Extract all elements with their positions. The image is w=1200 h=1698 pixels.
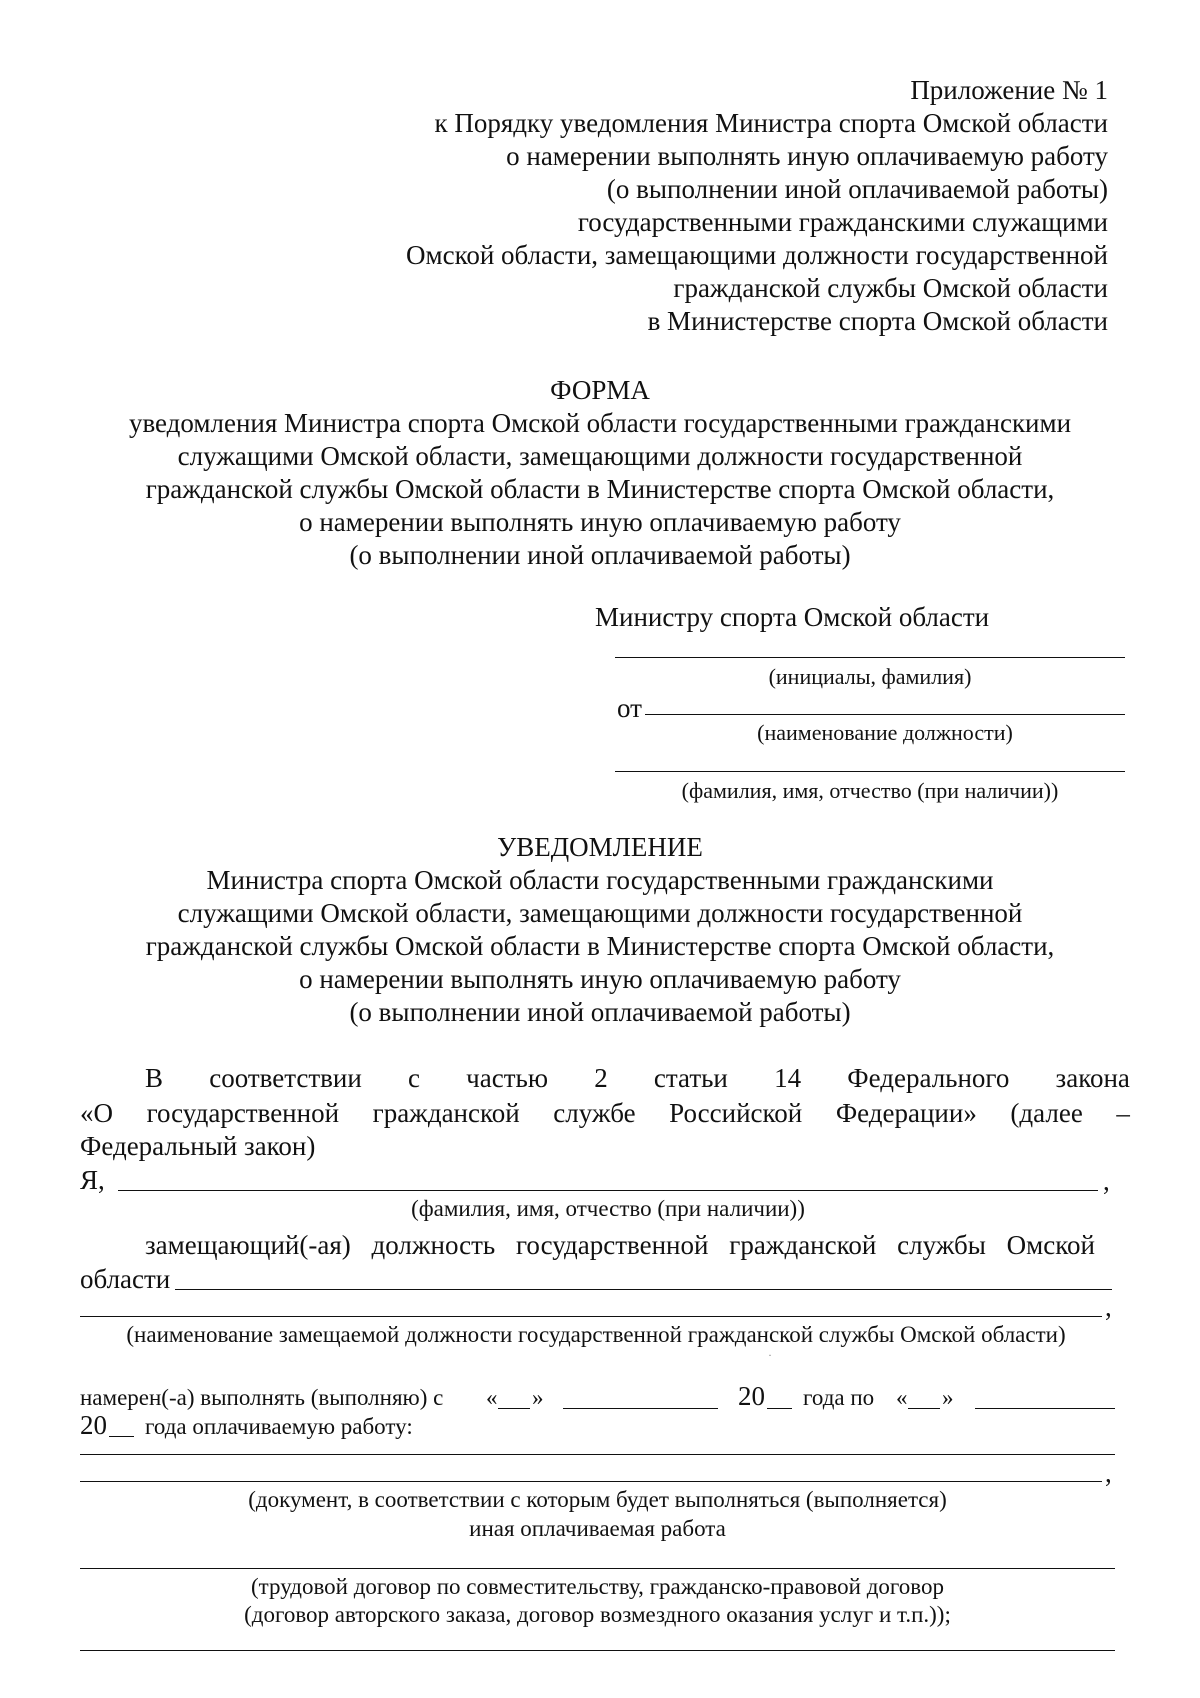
year-suffix: года по	[803, 1385, 875, 1410]
word: государственной	[146, 1098, 340, 1128]
word: гражданской	[729, 1230, 877, 1260]
fio-caption: (фамилия, имя, отчество (при наличии))	[681, 778, 1059, 803]
end-day-line[interactable]	[908, 1408, 940, 1409]
notice-title-line: гражданской службы Омской области в Министерстве спорта Омской области,	[145, 931, 1055, 961]
scan-speck: ·	[768, 1348, 772, 1362]
contract-caption-1: (трудовой договор по совместительству, гражданско-правовой договор	[251, 1574, 944, 1599]
notice-title-line: (о выполнении иной оплачиваемой работы)	[349, 997, 851, 1027]
comma: ,	[1103, 1166, 1110, 1196]
doc-caption-1: (документ, в соответствии с которым будет выполняться (выполняется)	[248, 1487, 947, 1512]
para1-row2	[80, 1098, 1130, 1129]
word: В	[145, 1063, 164, 1093]
i-prefix: Я,	[80, 1165, 105, 1195]
word: (далее	[1010, 1098, 1083, 1128]
paid-work-line-2[interactable]	[80, 1481, 1102, 1482]
quote-close: »	[532, 1385, 544, 1410]
form-title-line: гражданской службы Омской области в Министерстве спорта Омской области,	[145, 474, 1055, 504]
word: Омской	[1006, 1230, 1095, 1260]
end-month-line[interactable]	[975, 1408, 1115, 1409]
appendix-line: к Порядку уведомления Министра спорта Омской области	[434, 108, 1108, 138]
initials-caption: (инициалы, фамилия)	[768, 664, 972, 689]
contract-caption-2: (договор авторского заказа, договор возмездного оказания услуг и т.п.));	[244, 1602, 951, 1627]
start-month-line[interactable]	[563, 1408, 718, 1409]
word: 14	[774, 1063, 802, 1093]
appendix-line: гражданской службы Омской области	[673, 273, 1108, 303]
fio-entry-line[interactable]	[118, 1190, 1098, 1191]
appendix-line: в Министерстве спорта Омской области	[647, 306, 1108, 336]
word: соответствии	[209, 1063, 362, 1093]
form-title-line: служащими Омской области, замещающими должности государственной	[177, 441, 1023, 471]
appendix-line: Приложение № 1	[910, 75, 1108, 105]
fio-entry-caption: (фамилия, имя, отчество (при наличии))	[411, 1196, 805, 1221]
word: Федерации»	[835, 1098, 977, 1128]
form-heading: ФОРМА	[550, 375, 650, 405]
form-title-line: о намерении выполнять иную оплачиваемую работу	[299, 507, 901, 537]
appendix-line: Омской области, замещающими должности государственной	[406, 240, 1108, 270]
form-title-line: (о выполнении иной оплачиваемой работы)	[349, 540, 851, 570]
holding-row	[145, 1230, 1095, 1261]
notice-title-line: Министра спорта Омской области государственными гражданскими	[206, 865, 994, 895]
word: закона	[1055, 1063, 1130, 1093]
comma: ,	[1105, 1458, 1112, 1488]
word: Федерального	[847, 1063, 1010, 1093]
form-title-line: уведомления Министра спорта Омской области государственными гражданскими	[128, 408, 1072, 438]
word: гражданской	[372, 1098, 520, 1128]
start-year-line[interactable]	[767, 1408, 792, 1409]
from-prefix: от	[617, 693, 642, 723]
paid-work-label: года оплачиваемую работу:	[145, 1414, 413, 1439]
addressee-title: Министру спорта Омской области	[595, 602, 990, 632]
position-entry-line[interactable]	[80, 1316, 1102, 1317]
notice-title-line: служащими Омской области, замещающими должности государственной	[177, 898, 1023, 928]
final-line[interactable]	[80, 1650, 1115, 1651]
end-year-line[interactable]	[109, 1436, 134, 1437]
word: частью	[466, 1063, 549, 1093]
word: –	[1116, 1098, 1130, 1128]
quote-open: «	[896, 1385, 908, 1410]
doc-caption-2: иная оплачиваемая работа	[469, 1516, 726, 1541]
word: должность	[371, 1230, 496, 1260]
form-title-block	[0, 374, 1200, 572]
initials-line[interactable]	[615, 657, 1125, 658]
word: службе	[553, 1098, 636, 1128]
quote-open: «	[486, 1385, 498, 1410]
position-line[interactable]	[645, 714, 1125, 715]
intends-prefix: намерен(-а) выполнять (выполняю) с	[80, 1385, 444, 1410]
appendix-header	[406, 74, 1108, 338]
comma: ,	[1105, 1292, 1112, 1322]
notice-title-block	[0, 831, 1200, 1029]
word: 2	[594, 1063, 608, 1093]
region-entry-line[interactable]	[175, 1289, 1112, 1290]
position-entry-caption: (наименование замещаемой должности государственной гражданской службы Омской области)	[126, 1322, 1066, 1347]
notice-heading: УВЕДОМЛЕНИЕ	[497, 832, 703, 862]
contract-line[interactable]	[80, 1568, 1115, 1569]
start-year-prefix: 20	[738, 1381, 765, 1411]
region-prefix: области	[80, 1264, 171, 1294]
para1-row3: Федеральный закон)	[80, 1131, 316, 1161]
word: замещающий(-ая)	[145, 1230, 351, 1260]
paid-work-line-1[interactable]	[80, 1454, 1115, 1455]
position-caption: (наименование должности)	[757, 720, 1013, 745]
word: с	[407, 1063, 420, 1093]
fio-line[interactable]	[615, 771, 1125, 772]
quote-close: »	[942, 1385, 954, 1410]
end-year-prefix: 20	[80, 1410, 107, 1440]
word: «О	[80, 1098, 113, 1128]
word: статьи	[653, 1063, 728, 1093]
word: государственной	[516, 1230, 709, 1260]
para1-row1	[145, 1063, 1130, 1094]
appendix-line: (о выполнении иной оплачиваемой работы)	[606, 174, 1108, 204]
word: Российской	[669, 1098, 803, 1128]
word: службы	[897, 1230, 986, 1260]
start-day-line[interactable]	[498, 1408, 530, 1409]
notice-title-line: о намерении выполнять иную оплачиваемую работу	[299, 964, 901, 994]
appendix-line: о намерении выполнять иную оплачиваемую работу	[506, 141, 1108, 171]
appendix-line: государственными гражданскими служащими	[577, 207, 1108, 237]
